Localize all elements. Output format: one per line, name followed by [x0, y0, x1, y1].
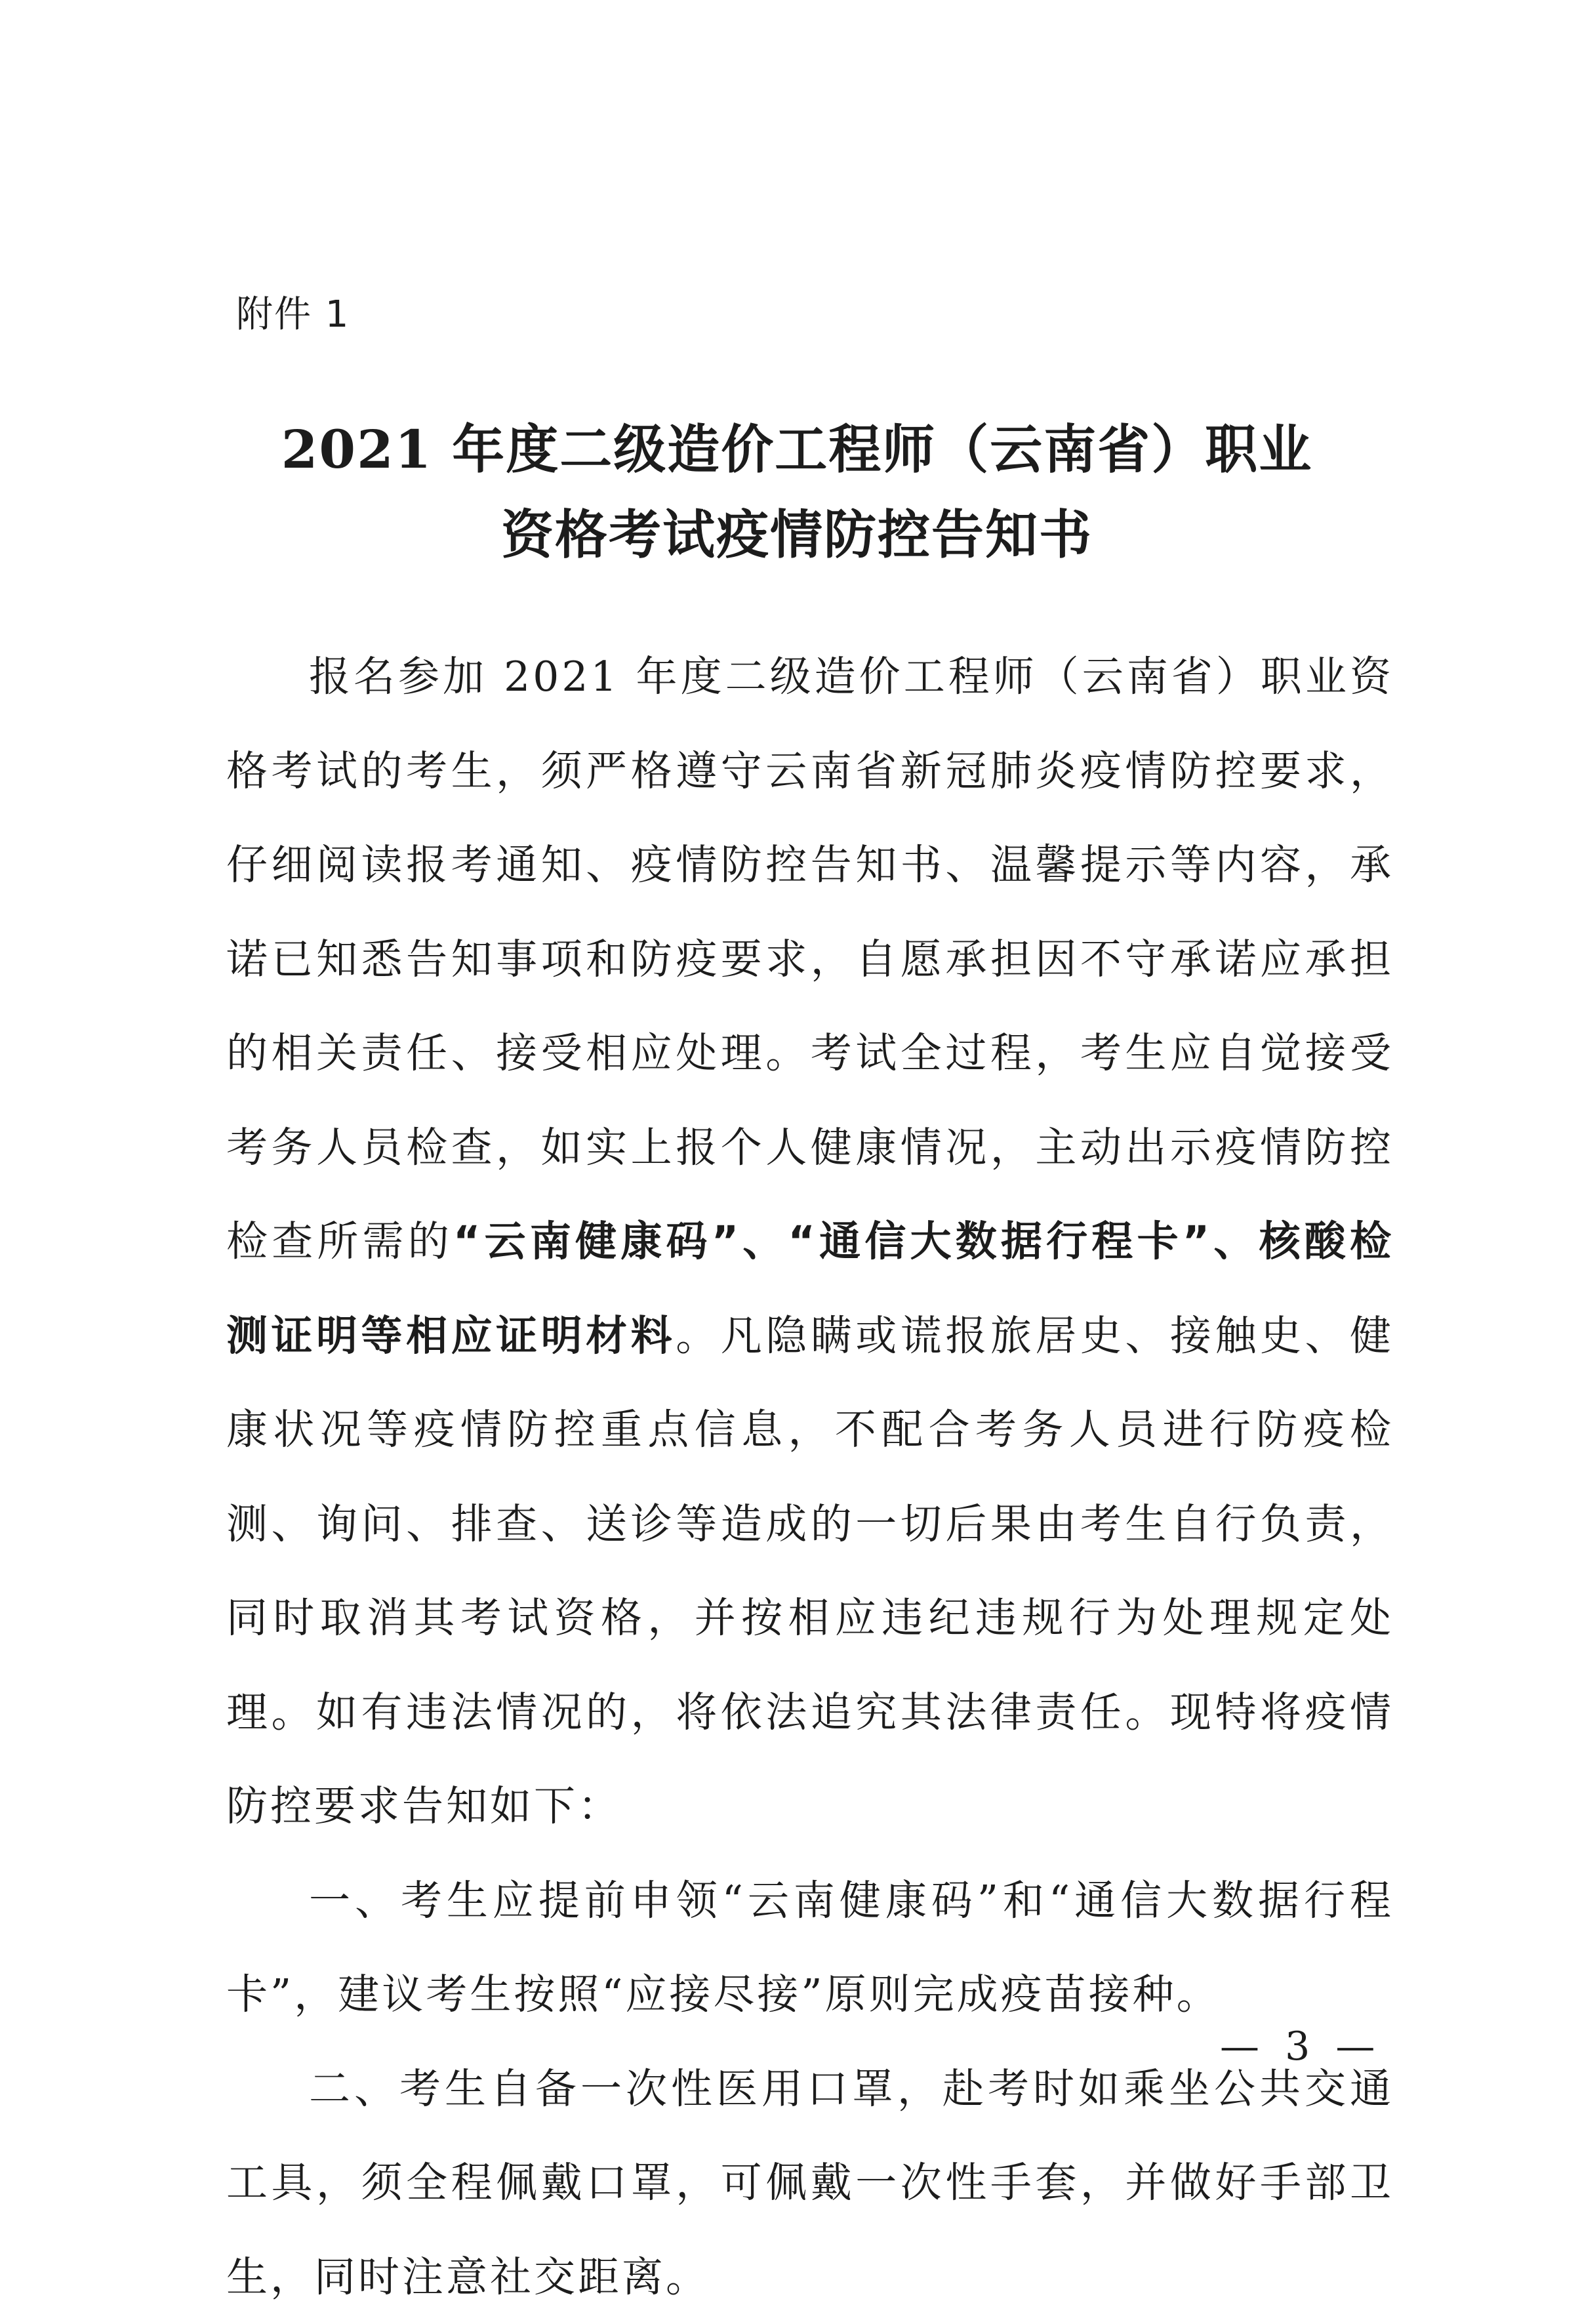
- title-line-2: 资格考试疫情防控告知书: [197, 492, 1397, 577]
- notice-body: [226, 630, 1394, 2324]
- requirement-2-paragraph: 二、考生自备一次性医用口罩，赴考时如乘坐公共交通工具，须全程佩戴口罩，可佩戴一次性手套，并做好手部卫生，同时注意社交距离。: [226, 2042, 1394, 2324]
- title-line-1: 2021 年度二级造价工程师（云南省）职业: [197, 407, 1397, 492]
- required-documents-bold: “云南健康码”、“通信大数据行程卡”、核酸检测证明等相应证明材料: [226, 1217, 1394, 1360]
- attachment-label: 附件 1: [236, 289, 350, 341]
- page-number: — 3 —: [1220, 2020, 1381, 2073]
- intro-text-part1: 报名参加 2021 年度二级造价工程师（云南省）职业资格考试的考生，须严格遵守云南省新冠肺炎疫情防控要求，仔细阅读报考通知、疫情防控告知书、温馨提示等内容，承诺已知悉告知事项和防疫要求，自愿承担因不守承诺应承担的相关责任、接受相应处理。考试全过程，考生应自觉接受考务人员检查，如实上报个人健康情况，主动出示疫情防控检查所需的: [226, 653, 1394, 1265]
- intro-text-part2: 。凡隐瞒或谎报旅居史、接触史、健康状况等疫情防控重点信息，不配合考务人员进行防疫检测、询问、排查、送诊等造成的一切后果由考生自行负责，同时取消其考试资格，并按相应违纪违规行为处理规定处理。如有违法情况的，将依法追究其法律责任。现特将疫情防控要求告知如下：: [226, 1312, 1394, 1831]
- document-title: [197, 407, 1397, 577]
- intro-paragraph: [226, 630, 1394, 1854]
- requirement-1-paragraph: 一、考生应提前申领“云南健康码”和“通信大数据行程卡”，建议考生按照“应接尽接”原则完成疫苗接种。: [226, 1854, 1394, 2042]
